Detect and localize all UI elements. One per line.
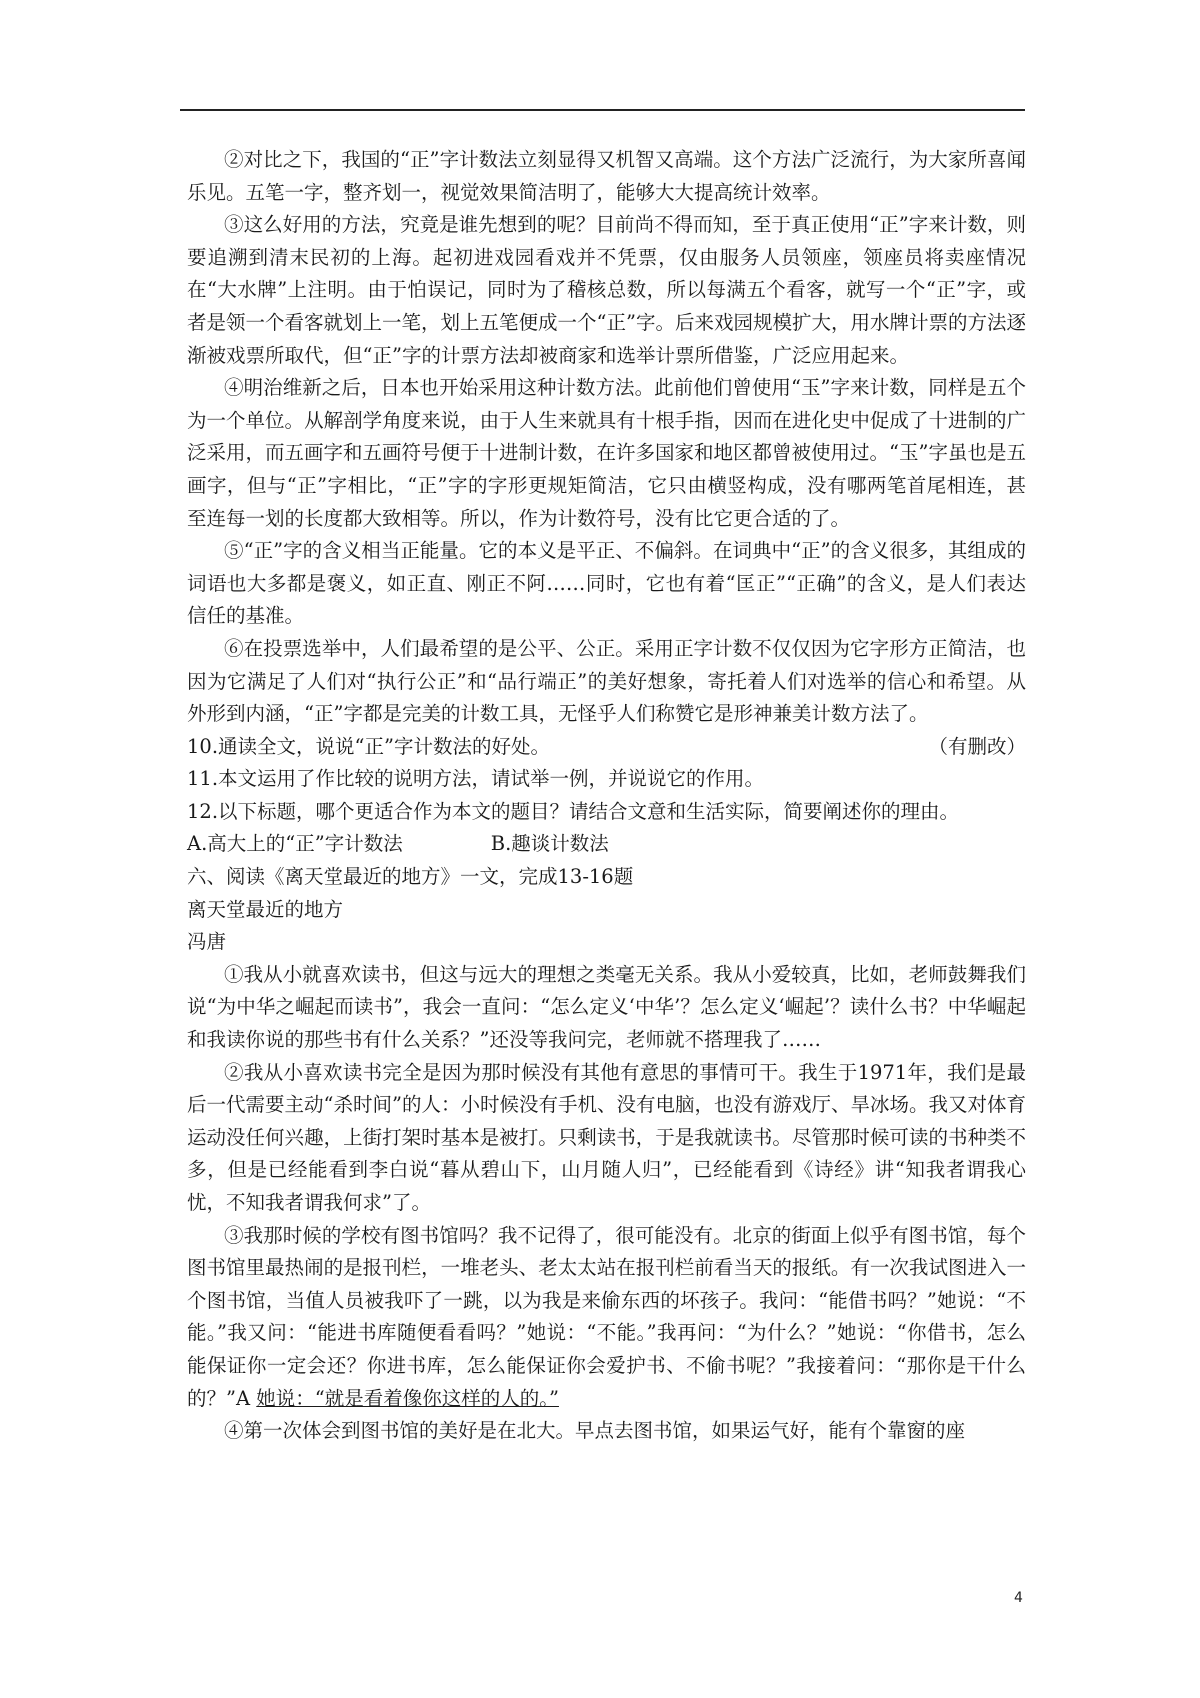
option-b: B.趣谈计数法 xyxy=(490,832,609,856)
page-content xyxy=(187,144,1026,1448)
underlined-sentence-a: 她说：“就是看着像你这样的人的。” xyxy=(256,1386,559,1410)
question-12-options xyxy=(187,828,1026,861)
article2-paragraph-2: ②我从小喜欢读书完全是因为那时候没有其他有意思的事情可干。我生于1971年，我们是最后一代需要主动“杀时间”的人：小时候没有手机、没有电脑，也没有游戏厅、旱冰场。我又对体育运动没任何兴趣，上街打架时基本是被打。只剩读书，于是我就读书。尽管那时候可读的书种类不多，但是已经能看到李白说“暮从碧山下，山月随人归”，已经能看到《诗经》讲“知我者谓我心忧，不知我者谓我何求”了。 xyxy=(187,1060,1026,1214)
question-10: 10.通读全文，说说“正”字计数法的好处。 xyxy=(187,734,550,758)
header-rule xyxy=(180,109,1025,111)
article2-author: 冯唐 xyxy=(187,930,227,954)
article2-title: 离天堂最近的地方 xyxy=(187,897,344,921)
section-6-heading: 六、阅读《离天堂最近的地方》一文，完成13-16题 xyxy=(187,865,634,889)
question-11: 11.本文运用了作比较的说明方法，请试举一例，并说说它的作用。 xyxy=(187,767,765,791)
article1-paragraph-3: ③这么好用的方法，究竟是谁先想到的呢？目前尚不得而知，至于真正使用“正”字来计数，则要追溯到清末民初的上海。起初进戏园看戏并不凭票，仅由服务人员领座，领座员将卖座情况在“大水牌”上注明。由于怕误记，同时为了稽核总数，所以每满五个看客，就写一个“正”字，或者是领一个看客就划上一笔，划上五笔便成一个“正”字。后来戏园规模扩大，用水牌计票的方法逐渐被戏票所取代，但“正”字的计票方法却被商家和选举计票所借鉴，广泛应用起来。 xyxy=(187,213,1026,367)
article1-paragraph-6-text: ⑥在投票选举中，人们最希望的是公平、公正。采用正字计数不仅仅因为它字形方正简洁，也因为它满足了人们对“执行公正”和“品行端正”的美好想象，寄托着人们对选举的信心和希望。从外形到内涵，“正”字都是完美的计数工具，无怪乎人们称赞它是形神兼美计数方法了。 xyxy=(187,636,1026,726)
option-a: A.高大上的“正”字计数法 xyxy=(187,832,403,856)
article2-paragraph-4: ④第一次体会到图书馆的美好是在北大。早点去图书馆，如果运气好，能有个靠窗的座 xyxy=(224,1419,966,1443)
article1-paragraph-5: ⑤“正”字的含义相当正能量。它的本义是平正、不偏斜。在词典中“正”的含义很多，其组成的词语也大多都是褒义，如正直、刚正不阿……同时，它也有着“匡正”“正确”的含义，是人们表达信任的基准。 xyxy=(187,539,1026,628)
revision-note: （有删改） xyxy=(928,734,1026,758)
article2-paragraph-3-text: ③我那时候的学校有图书馆吗？我不记得了，很可能没有。北京的街面上似乎有图书馆，每个图书馆里最热闹的是报刊栏，一堆老头、老太太站在报刊栏前看当天的报纸。有一次我试图进入一个图书馆，当值人员被我吓了一跳，以为我是来偷东西的坏孩子。我问：“能借书吗？”她说：“不能。”我又问：“能进书库随便看看吗？”她说：“不能。”我再问：“为什么？”她说：“你借书，怎么能保证你一定会还？你进书库，怎么能保证你会爱护书、不偷书呢？”我接着问：“那你是干什么的？”A xyxy=(187,1223,1026,1410)
article1-paragraph-2: ②对比之下，我国的“正”字计数法立刻显得又机智又高端。这个方法广泛流行，为大家所喜闻乐见。五笔一字，整齐划一，视觉效果简洁明了，能够大大提高统计效率。 xyxy=(187,148,1026,204)
article2-paragraph-1: ①我从小就喜欢读书，但这与远大的理想之类毫无关系。我从小爱较真，比如，老师鼓舞我们说“为中华之崛起而读书”，我会一直问：“怎么定义‘中华’？怎么定义‘崛起’？读什么书？中华崛起和我读你说的那些书有什么关系？”还没等我问完，老师就不搭理我了…… xyxy=(187,962,1026,1052)
article2-paragraph-3 xyxy=(187,1220,1026,1416)
page-number: 4 xyxy=(1014,1590,1023,1606)
question-12: 12.以下标题，哪个更适合作为本文的题目？请结合文意和生活实际，简要阐述你的理由。 xyxy=(187,799,960,823)
article1-paragraph-4: ④明治维新之后，日本也开始采用这种计数方法。此前他们曾使用“玉”字来计数，同样是五个为一个单位。从解剖学角度来说，由于人生来就具有十根手指，因而在进化史中促成了十进制的广泛采用，而五画字和五画符号便于十进制计数，在许多国家和地区都曾被使用过。“玉”字虽也是五画字，但与“正”字相比，“正”字的字形更规矩简洁，它只由横竖构成，没有哪两笔首尾相连，甚至连每一划的长度都大致相等。所以，作为计数符号，没有比它更合适的了。 xyxy=(187,376,1026,530)
